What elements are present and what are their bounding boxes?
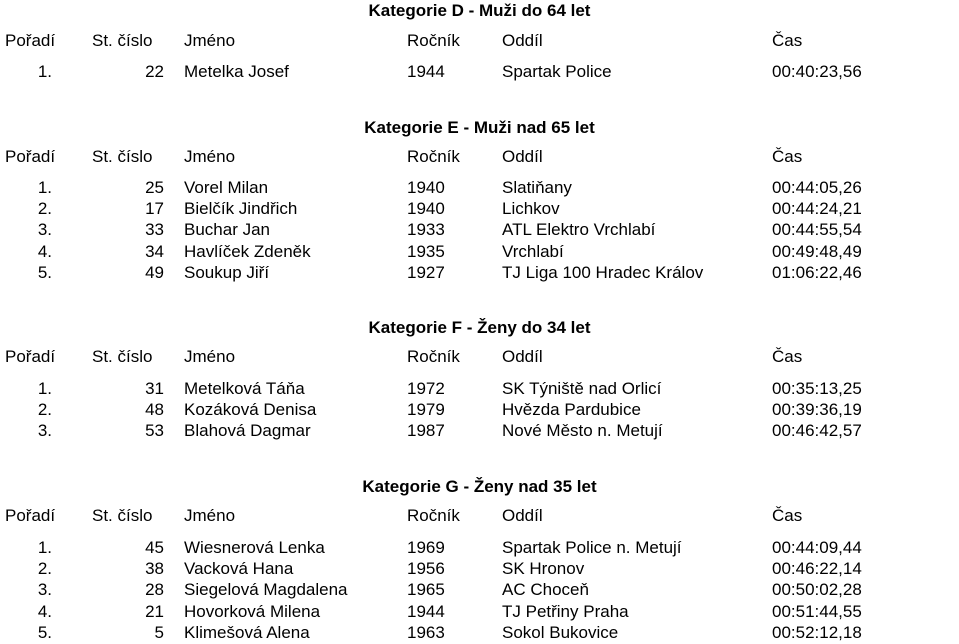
cell-num: 22: [145, 62, 164, 81]
cell-pos: 1.: [37, 62, 52, 81]
header-name: Jméno: [184, 506, 236, 525]
cell-year: 1940: [407, 199, 445, 219]
header-year: Ročník: [407, 31, 460, 50]
cell-time: 00:46:22,14: [772, 559, 862, 579]
cell-name: Metelková Táňa: [184, 379, 305, 398]
cell-pos: 5.: [37, 622, 52, 642]
table-row: [0, 241, 959, 263]
cell-pos: 1.: [37, 538, 52, 557]
header-club: Oddíl: [502, 31, 543, 50]
cell-time: 00:46:42,57: [772, 421, 862, 441]
cell-year: 1944: [407, 62, 445, 81]
cell-name: Blahová Dagmar: [184, 421, 311, 441]
cell-pos: 3.: [37, 580, 52, 600]
cell-club: Hvězda Pardubice: [502, 400, 641, 420]
cell-club: ATL Elektro Vrchlabí: [502, 220, 656, 240]
cell-num: 31: [145, 379, 164, 398]
header-name: Jméno: [184, 147, 236, 166]
header-year: Ročník: [407, 506, 460, 525]
header-time: Čas: [772, 147, 803, 166]
cell-num: 49: [145, 262, 164, 282]
table-row: [0, 61, 959, 83]
cell-club: Sokol Bukovice: [502, 622, 619, 642]
cell-name: Wiesnerová Lenka: [184, 538, 325, 557]
cell-num: 34: [145, 241, 164, 261]
cell-num: 38: [145, 559, 164, 579]
cell-time: 00:44:09,44: [772, 538, 862, 557]
table-header: [0, 505, 959, 527]
cell-club: Nové Město n. Metují: [502, 421, 663, 441]
header-year: Ročník: [407, 147, 460, 166]
header-name: Jméno: [184, 31, 236, 50]
cell-pos: 5.: [37, 262, 52, 282]
cell-name: Soukup Jiří: [184, 262, 270, 282]
table-row: [0, 378, 959, 400]
cell-num: 25: [145, 178, 164, 197]
cell-num: 33: [145, 220, 164, 240]
header-time: Čas: [772, 31, 803, 50]
cell-year: 1944: [407, 601, 445, 621]
category-title: Kategorie D - Muži do 64 let: [368, 1, 591, 20]
table-header: [0, 346, 959, 368]
table-row: [0, 558, 959, 580]
cell-pos: 2.: [37, 199, 52, 219]
cell-time: 00:39:36,19: [772, 400, 862, 420]
header-num: St. číslo: [92, 347, 153, 366]
cell-club: SK Hronov: [502, 559, 585, 579]
header-pos: Pořadí: [5, 506, 56, 525]
cell-year: 1956: [407, 559, 445, 579]
cell-club: SK Týniště nad Orlicí: [502, 379, 662, 398]
cell-time: 00:44:55,54: [772, 220, 862, 240]
cell-club: Vrchlabí: [502, 241, 564, 261]
cell-time: 00:44:24,21: [772, 199, 862, 219]
cell-club: Spartak Police n. Metují: [502, 538, 682, 557]
cell-num: 5: [154, 622, 164, 642]
cell-name: Hovorková Milena: [184, 601, 321, 621]
header-club: Oddíl: [502, 506, 543, 525]
header-num: St. číslo: [92, 31, 153, 50]
cell-name: Havlíček Zdeněk: [184, 241, 311, 261]
cell-year: 1972: [407, 379, 445, 398]
header-club: Oddíl: [502, 147, 543, 166]
cell-year: 1940: [407, 178, 445, 197]
table-header: [0, 146, 959, 168]
cell-name: Vacková Hana: [184, 559, 294, 579]
cell-time: 01:06:22,46: [772, 262, 862, 282]
cell-num: 28: [145, 580, 164, 600]
cell-num: 45: [145, 538, 164, 557]
table-row: [0, 219, 959, 241]
category-title: Kategorie F - Ženy do 34 let: [368, 318, 591, 337]
table-row: [0, 177, 959, 199]
cell-name: Metelka Josef: [184, 62, 289, 81]
cell-num: 48: [145, 400, 164, 420]
cell-pos: 4.: [37, 601, 52, 621]
header-time: Čas: [772, 506, 803, 525]
cell-year: 1969: [407, 538, 445, 557]
cell-name: Kozáková Denisa: [184, 400, 317, 420]
cell-pos: 2.: [37, 559, 52, 579]
cell-pos: 1.: [37, 379, 52, 398]
cell-name: Klimešová Alena: [184, 622, 310, 642]
cell-time: 00:40:23,56: [772, 62, 862, 81]
cell-num: 53: [145, 421, 164, 441]
cell-pos: 1.: [37, 178, 52, 197]
cell-pos: 4.: [37, 241, 52, 261]
cell-club: TJ Liga 100 Hradec Králov: [502, 262, 704, 282]
table-row: [0, 601, 959, 623]
cell-year: 1935: [407, 241, 445, 261]
header-pos: Pořadí: [5, 147, 56, 166]
header-pos: Pořadí: [5, 347, 56, 366]
cell-pos: 3.: [37, 421, 52, 441]
header-time: Čas: [772, 347, 803, 366]
table-row: [0, 399, 959, 421]
cell-club: AC Choceň: [502, 580, 589, 600]
cell-club: Spartak Police: [502, 62, 612, 81]
cell-name: Siegelová Magdalena: [184, 580, 348, 600]
cell-year: 1987: [407, 421, 445, 441]
table-row: [0, 622, 959, 644]
cell-name: Vorel Milan: [184, 178, 269, 197]
table-row: [0, 262, 959, 284]
header-year: Ročník: [407, 347, 460, 366]
cell-time: 00:52:12,18: [772, 622, 862, 642]
cell-year: 1927: [407, 262, 445, 282]
cell-time: 00:50:02,28: [772, 580, 862, 600]
cell-name: Bielčík Jindřich: [184, 199, 298, 219]
cell-year: 1963: [407, 622, 445, 642]
header-pos: Pořadí: [5, 31, 56, 50]
category-title: Kategorie G - Ženy nad 35 let: [362, 477, 597, 496]
header-name: Jméno: [184, 347, 236, 366]
cell-year: 1979: [407, 400, 445, 420]
cell-club: Slatiňany: [502, 178, 572, 197]
cell-club: Lichkov: [502, 199, 560, 219]
cell-club: TJ Petřiny Praha: [502, 601, 629, 621]
cell-num: 17: [145, 199, 164, 219]
category-title: Kategorie E - Muži nad 65 let: [364, 118, 595, 137]
cell-name: Buchar Jan: [184, 220, 270, 240]
cell-year: 1933: [407, 220, 445, 240]
cell-time: 00:44:05,26: [772, 178, 862, 197]
cell-time: 00:49:48,49: [772, 241, 862, 261]
table-row: [0, 420, 959, 442]
cell-year: 1965: [407, 580, 445, 600]
header-num: St. číslo: [92, 506, 153, 525]
cell-pos: 2.: [37, 400, 52, 420]
table-header: [0, 30, 959, 52]
cell-num: 21: [145, 601, 164, 621]
table-row: [0, 579, 959, 601]
table-row: [0, 537, 959, 559]
cell-pos: 3.: [37, 220, 52, 240]
header-club: Oddíl: [502, 347, 543, 366]
header-num: St. číslo: [92, 147, 153, 166]
table-row: [0, 198, 959, 220]
cell-time: 00:35:13,25: [772, 379, 862, 398]
cell-time: 00:51:44,55: [772, 601, 862, 621]
